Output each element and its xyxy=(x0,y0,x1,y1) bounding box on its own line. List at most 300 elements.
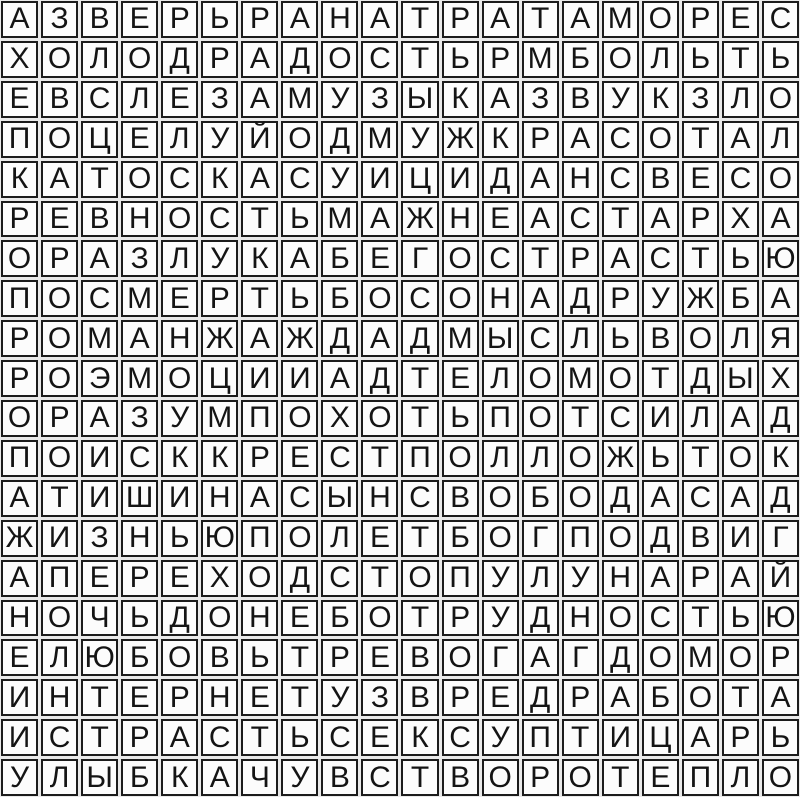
grid-cell[interactable]: К xyxy=(161,759,198,796)
grid-cell[interactable]: Л xyxy=(562,320,599,357)
grid-cell[interactable]: З xyxy=(121,240,158,277)
grid-cell[interactable]: О xyxy=(522,360,559,397)
grid-cell[interactable]: Т xyxy=(361,440,398,477)
grid-cell[interactable]: С xyxy=(281,161,318,198)
grid-cell[interactable]: Р xyxy=(482,41,519,78)
grid-cell[interactable]: О xyxy=(121,41,158,78)
grid-cell[interactable]: Д xyxy=(161,41,198,78)
grid-cell[interactable]: А xyxy=(281,1,318,38)
grid-cell[interactable]: А xyxy=(241,81,278,118)
grid-cell[interactable]: Р xyxy=(41,400,78,437)
grid-cell[interactable]: Ь xyxy=(201,1,238,38)
grid-cell[interactable]: М xyxy=(281,81,318,118)
grid-cell[interactable]: Е xyxy=(682,161,719,198)
grid-cell[interactable]: Д xyxy=(321,121,358,158)
grid-cell[interactable]: Е xyxy=(121,121,158,158)
grid-cell[interactable]: Д xyxy=(161,600,198,637)
grid-cell[interactable]: Д xyxy=(482,161,519,198)
grid-cell[interactable]: О xyxy=(121,161,158,198)
grid-cell[interactable]: О xyxy=(602,41,639,78)
grid-cell[interactable]: У xyxy=(482,600,519,637)
grid-cell[interactable]: С xyxy=(562,201,599,238)
grid-cell[interactable]: Ь xyxy=(281,719,318,756)
grid-cell[interactable]: Н xyxy=(161,320,198,357)
grid-cell[interactable]: О xyxy=(562,440,599,477)
grid-cell[interactable]: Ц xyxy=(81,121,118,158)
grid-cell[interactable]: Р xyxy=(682,1,719,38)
grid-cell[interactable]: И xyxy=(41,520,78,557)
grid-cell[interactable]: К xyxy=(642,81,679,118)
grid-cell[interactable]: Л xyxy=(722,759,759,796)
grid-cell[interactable]: М xyxy=(201,400,238,437)
grid-cell[interactable]: Д xyxy=(682,360,719,397)
grid-cell[interactable]: А xyxy=(321,360,358,397)
grid-cell[interactable]: Р xyxy=(201,280,238,317)
grid-cell[interactable]: А xyxy=(642,480,679,517)
grid-cell[interactable]: С xyxy=(642,600,679,637)
grid-cell[interactable]: О xyxy=(41,320,78,357)
grid-cell[interactable]: С xyxy=(722,161,759,198)
grid-cell[interactable]: И xyxy=(81,440,118,477)
grid-cell[interactable]: Е xyxy=(642,759,679,796)
grid-cell[interactable]: С xyxy=(442,719,479,756)
grid-cell[interactable]: И xyxy=(442,161,479,198)
grid-cell[interactable]: Е xyxy=(1,81,38,118)
grid-cell[interactable]: О xyxy=(762,81,799,118)
grid-cell[interactable]: Ч xyxy=(81,600,118,637)
grid-cell[interactable]: Р xyxy=(201,41,238,78)
grid-cell[interactable]: С xyxy=(201,719,238,756)
grid-cell[interactable]: О xyxy=(281,121,318,158)
grid-cell[interactable]: Н xyxy=(321,1,358,38)
grid-cell[interactable]: А xyxy=(642,560,679,597)
grid-cell[interactable]: А xyxy=(241,41,278,78)
grid-cell[interactable]: Н xyxy=(41,679,78,716)
grid-cell[interactable]: Й xyxy=(762,560,799,597)
grid-cell[interactable]: Т xyxy=(241,719,278,756)
grid-cell[interactable]: Т xyxy=(522,1,559,38)
grid-cell[interactable]: Л xyxy=(522,440,559,477)
grid-cell[interactable]: С xyxy=(401,280,438,317)
grid-cell[interactable]: Р xyxy=(121,719,158,756)
grid-cell[interactable]: С xyxy=(361,759,398,796)
grid-cell[interactable]: Е xyxy=(281,440,318,477)
grid-cell[interactable]: О xyxy=(562,759,599,796)
grid-cell[interactable]: Ь xyxy=(442,41,479,78)
grid-cell[interactable]: В xyxy=(642,320,679,357)
grid-cell[interactable]: А xyxy=(281,240,318,277)
grid-cell[interactable]: З xyxy=(121,400,158,437)
grid-cell[interactable]: О xyxy=(482,480,519,517)
grid-cell[interactable]: Н xyxy=(562,600,599,637)
grid-cell[interactable]: У xyxy=(201,240,238,277)
grid-cell[interactable]: Ч xyxy=(241,759,278,796)
grid-cell[interactable]: Е xyxy=(81,560,118,597)
grid-cell[interactable]: Н xyxy=(241,600,278,637)
grid-cell[interactable]: Д xyxy=(522,600,559,637)
grid-cell[interactable]: Р xyxy=(321,639,358,676)
grid-cell[interactable]: К xyxy=(482,121,519,158)
grid-cell[interactable]: Х xyxy=(1,41,38,78)
grid-cell[interactable]: Б xyxy=(562,41,599,78)
grid-cell[interactable]: А xyxy=(722,400,759,437)
grid-cell[interactable]: В xyxy=(201,639,238,676)
grid-cell[interactable]: С xyxy=(762,1,799,38)
grid-cell[interactable]: У xyxy=(482,719,519,756)
grid-cell[interactable]: Л xyxy=(121,81,158,118)
grid-cell[interactable]: О xyxy=(281,400,318,437)
grid-cell[interactable]: Б xyxy=(321,600,358,637)
grid-cell[interactable]: О xyxy=(722,639,759,676)
grid-cell[interactable]: Ь xyxy=(602,320,639,357)
grid-cell[interactable]: А xyxy=(682,719,719,756)
grid-cell[interactable]: Д xyxy=(281,560,318,597)
grid-cell[interactable]: Ц xyxy=(642,719,679,756)
grid-cell[interactable]: К xyxy=(401,719,438,756)
grid-cell[interactable]: У xyxy=(642,280,679,317)
grid-cell[interactable]: Д xyxy=(762,480,799,517)
grid-cell[interactable]: Л xyxy=(161,121,198,158)
grid-cell[interactable]: В xyxy=(642,161,679,198)
grid-cell[interactable]: Ь xyxy=(762,719,799,756)
grid-cell[interactable]: Н xyxy=(442,201,479,238)
grid-cell[interactable]: Т xyxy=(602,759,639,796)
grid-cell[interactable]: П xyxy=(241,400,278,437)
grid-cell[interactable]: С xyxy=(321,440,358,477)
grid-cell[interactable]: А xyxy=(161,719,198,756)
grid-cell[interactable]: О xyxy=(281,520,318,557)
grid-cell[interactable]: Ж xyxy=(602,440,639,477)
grid-cell[interactable]: О xyxy=(442,639,479,676)
grid-cell[interactable]: Л xyxy=(722,81,759,118)
grid-cell[interactable]: О xyxy=(401,560,438,597)
grid-cell[interactable]: С xyxy=(161,161,198,198)
grid-cell[interactable]: С xyxy=(281,480,318,517)
grid-cell[interactable]: Р xyxy=(762,639,799,676)
grid-cell[interactable]: А xyxy=(361,320,398,357)
grid-cell[interactable]: Т xyxy=(401,520,438,557)
grid-cell[interactable]: Ь xyxy=(281,201,318,238)
grid-cell[interactable]: Н xyxy=(361,480,398,517)
grid-cell[interactable]: К xyxy=(1,161,38,198)
grid-cell[interactable]: У xyxy=(321,161,358,198)
grid-cell[interactable]: Р xyxy=(1,360,38,397)
grid-cell[interactable]: И xyxy=(1,679,38,716)
grid-cell[interactable]: Л xyxy=(682,400,719,437)
grid-cell[interactable]: Б xyxy=(642,679,679,716)
grid-cell[interactable]: А xyxy=(241,161,278,198)
grid-cell[interactable]: П xyxy=(401,440,438,477)
grid-cell[interactable]: А xyxy=(522,280,559,317)
grid-cell[interactable]: О xyxy=(41,440,78,477)
grid-cell[interactable]: Т xyxy=(81,161,118,198)
grid-cell[interactable]: А xyxy=(1,560,38,597)
grid-cell[interactable]: Е xyxy=(161,560,198,597)
grid-cell[interactable]: А xyxy=(602,240,639,277)
grid-cell[interactable]: Ш xyxy=(121,480,158,517)
grid-cell[interactable]: О xyxy=(722,440,759,477)
grid-cell[interactable]: А xyxy=(81,240,118,277)
grid-cell[interactable]: Н xyxy=(562,161,599,198)
grid-cell[interactable]: И xyxy=(642,400,679,437)
grid-cell[interactable]: Т xyxy=(401,400,438,437)
grid-cell[interactable]: О xyxy=(442,280,479,317)
grid-cell[interactable]: В xyxy=(682,520,719,557)
grid-cell[interactable]: Т xyxy=(281,639,318,676)
grid-cell[interactable]: В xyxy=(321,759,358,796)
grid-cell[interactable]: О xyxy=(602,360,639,397)
grid-cell[interactable]: А xyxy=(81,400,118,437)
grid-cell[interactable]: Р xyxy=(522,759,559,796)
grid-cell[interactable]: О xyxy=(642,639,679,676)
grid-cell[interactable]: Х xyxy=(762,360,799,397)
grid-cell[interactable]: Б xyxy=(321,280,358,317)
grid-cell[interactable]: О xyxy=(642,121,679,158)
grid-cell[interactable]: О xyxy=(361,600,398,637)
grid-cell[interactable]: Е xyxy=(121,1,158,38)
grid-cell[interactable]: Т xyxy=(241,280,278,317)
grid-cell[interactable]: З xyxy=(361,679,398,716)
grid-cell[interactable]: К xyxy=(201,440,238,477)
grid-cell[interactable]: А xyxy=(642,201,679,238)
grid-cell[interactable]: Л xyxy=(482,360,519,397)
grid-cell[interactable]: А xyxy=(121,320,158,357)
grid-cell[interactable]: Л xyxy=(321,520,358,557)
grid-cell[interactable]: Х xyxy=(201,560,238,597)
grid-cell[interactable]: Л xyxy=(722,320,759,357)
grid-cell[interactable]: Д xyxy=(321,320,358,357)
grid-cell[interactable]: Е xyxy=(361,520,398,557)
grid-cell[interactable]: С xyxy=(401,480,438,517)
grid-cell[interactable]: О xyxy=(201,600,238,637)
grid-cell[interactable]: А xyxy=(722,480,759,517)
grid-cell[interactable]: О xyxy=(1,400,38,437)
grid-cell[interactable]: Д xyxy=(602,639,639,676)
grid-cell[interactable]: А xyxy=(522,639,559,676)
grid-cell[interactable]: С xyxy=(41,719,78,756)
grid-cell[interactable]: А xyxy=(41,161,78,198)
grid-cell[interactable]: У xyxy=(321,81,358,118)
grid-cell[interactable]: Т xyxy=(682,600,719,637)
grid-cell[interactable]: О xyxy=(682,679,719,716)
grid-cell[interactable]: А xyxy=(1,1,38,38)
grid-cell[interactable]: А xyxy=(562,121,599,158)
grid-cell[interactable]: Т xyxy=(722,679,759,716)
grid-cell[interactable]: Р xyxy=(722,719,759,756)
grid-cell[interactable]: М xyxy=(361,121,398,158)
grid-cell[interactable]: Ю xyxy=(762,600,799,637)
grid-cell[interactable]: Й xyxy=(241,121,278,158)
grid-cell[interactable]: Ы xyxy=(401,81,438,118)
grid-cell[interactable]: П xyxy=(241,520,278,557)
grid-cell[interactable]: В xyxy=(401,679,438,716)
grid-cell[interactable]: Р xyxy=(442,679,479,716)
grid-cell[interactable]: С xyxy=(602,161,639,198)
grid-cell[interactable]: Т xyxy=(602,201,639,238)
grid-cell[interactable]: А xyxy=(562,1,599,38)
grid-cell[interactable]: К xyxy=(241,240,278,277)
grid-cell[interactable]: К xyxy=(201,161,238,198)
grid-cell[interactable]: Р xyxy=(682,560,719,597)
grid-cell[interactable]: О xyxy=(161,639,198,676)
grid-cell[interactable]: А xyxy=(241,480,278,517)
grid-cell[interactable]: Ь xyxy=(762,41,799,78)
grid-cell[interactable]: А xyxy=(522,201,559,238)
grid-cell[interactable]: О xyxy=(161,201,198,238)
grid-cell[interactable]: И xyxy=(722,520,759,557)
grid-cell[interactable]: У xyxy=(602,81,639,118)
grid-cell[interactable]: Л xyxy=(642,41,679,78)
grid-cell[interactable]: О xyxy=(361,280,398,317)
grid-cell[interactable]: Т xyxy=(401,759,438,796)
grid-cell[interactable]: И xyxy=(361,161,398,198)
grid-cell[interactable]: М xyxy=(81,320,118,357)
grid-cell[interactable]: Р xyxy=(161,679,198,716)
grid-cell[interactable]: Е xyxy=(241,679,278,716)
grid-cell[interactable]: С xyxy=(361,41,398,78)
grid-cell[interactable]: Л xyxy=(161,240,198,277)
grid-cell[interactable]: О xyxy=(602,520,639,557)
grid-cell[interactable]: И xyxy=(81,480,118,517)
grid-cell[interactable]: А xyxy=(722,560,759,597)
grid-cell[interactable]: Р xyxy=(1,201,38,238)
grid-cell[interactable]: Ж xyxy=(401,201,438,238)
grid-cell[interactable]: С xyxy=(642,240,679,277)
grid-cell[interactable]: С xyxy=(602,400,639,437)
grid-cell[interactable]: О xyxy=(762,759,799,796)
grid-cell[interactable]: Е xyxy=(281,600,318,637)
grid-cell[interactable]: Ь xyxy=(642,440,679,477)
grid-cell[interactable]: А xyxy=(1,480,38,517)
grid-cell[interactable]: Е xyxy=(1,639,38,676)
grid-cell[interactable]: С xyxy=(321,719,358,756)
grid-cell[interactable]: Я xyxy=(762,320,799,357)
grid-cell[interactable]: С xyxy=(321,560,358,597)
grid-cell[interactable]: М xyxy=(602,1,639,38)
grid-cell[interactable]: Н xyxy=(121,520,158,557)
grid-cell[interactable]: Ь xyxy=(442,400,479,437)
grid-cell[interactable]: Ы xyxy=(722,360,759,397)
grid-cell[interactable]: О xyxy=(241,560,278,597)
grid-cell[interactable]: С xyxy=(201,201,238,238)
grid-cell[interactable]: У xyxy=(562,560,599,597)
grid-cell[interactable]: П xyxy=(442,560,479,597)
grid-cell[interactable]: С xyxy=(121,440,158,477)
grid-cell[interactable]: В xyxy=(442,480,479,517)
grid-cell[interactable]: Ц xyxy=(401,161,438,198)
grid-cell[interactable]: Т xyxy=(361,560,398,597)
grid-cell[interactable]: Е xyxy=(361,639,398,676)
grid-cell[interactable]: А xyxy=(361,201,398,238)
grid-cell[interactable]: У xyxy=(321,679,358,716)
grid-cell[interactable]: О xyxy=(41,360,78,397)
grid-cell[interactable]: М xyxy=(121,280,158,317)
grid-cell[interactable]: К xyxy=(161,440,198,477)
grid-cell[interactable]: О xyxy=(762,161,799,198)
grid-cell[interactable]: Т xyxy=(522,240,559,277)
grid-cell[interactable]: А xyxy=(361,1,398,38)
grid-cell[interactable]: Т xyxy=(401,1,438,38)
grid-cell[interactable]: О xyxy=(682,320,719,357)
grid-cell[interactable]: М xyxy=(121,360,158,397)
grid-cell[interactable]: А xyxy=(602,679,639,716)
grid-cell[interactable]: Ю xyxy=(201,520,238,557)
grid-cell[interactable]: У xyxy=(1,759,38,796)
grid-cell[interactable]: У xyxy=(201,121,238,158)
grid-cell[interactable]: И xyxy=(161,480,198,517)
grid-cell[interactable]: Е xyxy=(361,719,398,756)
grid-cell[interactable]: К xyxy=(762,440,799,477)
grid-cell[interactable]: Р xyxy=(41,240,78,277)
grid-cell[interactable]: Д xyxy=(642,520,679,557)
grid-cell[interactable]: В xyxy=(401,639,438,676)
grid-cell[interactable]: В xyxy=(562,81,599,118)
grid-cell[interactable]: У xyxy=(161,400,198,437)
grid-cell[interactable]: Ц xyxy=(201,360,238,397)
grid-cell[interactable]: О xyxy=(41,41,78,78)
grid-cell[interactable]: Р xyxy=(442,600,479,637)
grid-cell[interactable]: Н xyxy=(1,600,38,637)
grid-cell[interactable]: Л xyxy=(81,41,118,78)
grid-cell[interactable]: Г xyxy=(762,520,799,557)
grid-cell[interactable]: Т xyxy=(682,240,719,277)
grid-cell[interactable]: Х xyxy=(722,201,759,238)
grid-cell[interactable]: Р xyxy=(602,280,639,317)
grid-cell[interactable]: П xyxy=(1,440,38,477)
grid-cell[interactable]: Ь xyxy=(121,600,158,637)
grid-cell[interactable]: Д xyxy=(762,400,799,437)
grid-cell[interactable]: В xyxy=(81,201,118,238)
grid-cell[interactable]: Ж xyxy=(1,520,38,557)
grid-cell[interactable]: Ж xyxy=(201,320,238,357)
grid-cell[interactable]: У xyxy=(281,759,318,796)
grid-cell[interactable]: В xyxy=(81,1,118,38)
grid-cell[interactable]: Р xyxy=(241,1,278,38)
grid-cell[interactable]: Ы xyxy=(482,320,519,357)
grid-cell[interactable]: Т xyxy=(682,121,719,158)
grid-cell[interactable]: Е xyxy=(41,201,78,238)
grid-cell[interactable]: О xyxy=(161,360,198,397)
grid-cell[interactable]: Б xyxy=(522,480,559,517)
grid-cell[interactable]: А xyxy=(482,81,519,118)
grid-cell[interactable]: О xyxy=(482,759,519,796)
grid-cell[interactable]: Ю xyxy=(762,240,799,277)
grid-cell[interactable]: Т xyxy=(401,41,438,78)
grid-cell[interactable]: В xyxy=(41,81,78,118)
grid-cell[interactable]: У xyxy=(401,121,438,158)
grid-cell[interactable]: Л xyxy=(41,759,78,796)
grid-cell[interactable]: Б xyxy=(722,280,759,317)
grid-cell[interactable]: У xyxy=(482,560,519,597)
grid-cell[interactable]: Т xyxy=(642,360,679,397)
grid-cell[interactable]: Е xyxy=(361,240,398,277)
grid-cell[interactable]: О xyxy=(41,280,78,317)
grid-cell[interactable]: Ь xyxy=(682,41,719,78)
grid-cell[interactable]: Е xyxy=(161,81,198,118)
grid-cell[interactable]: М xyxy=(682,639,719,676)
grid-cell[interactable]: О xyxy=(41,600,78,637)
grid-cell[interactable]: Н xyxy=(201,480,238,517)
grid-cell[interactable]: О xyxy=(642,1,679,38)
grid-cell[interactable]: С xyxy=(482,240,519,277)
grid-cell[interactable]: О xyxy=(321,41,358,78)
grid-cell[interactable]: Е xyxy=(161,280,198,317)
grid-cell[interactable]: Ж xyxy=(682,280,719,317)
grid-cell[interactable]: О xyxy=(1,240,38,277)
grid-cell[interactable]: Л xyxy=(41,639,78,676)
grid-cell[interactable]: Ь xyxy=(161,520,198,557)
grid-cell[interactable]: Д xyxy=(522,679,559,716)
